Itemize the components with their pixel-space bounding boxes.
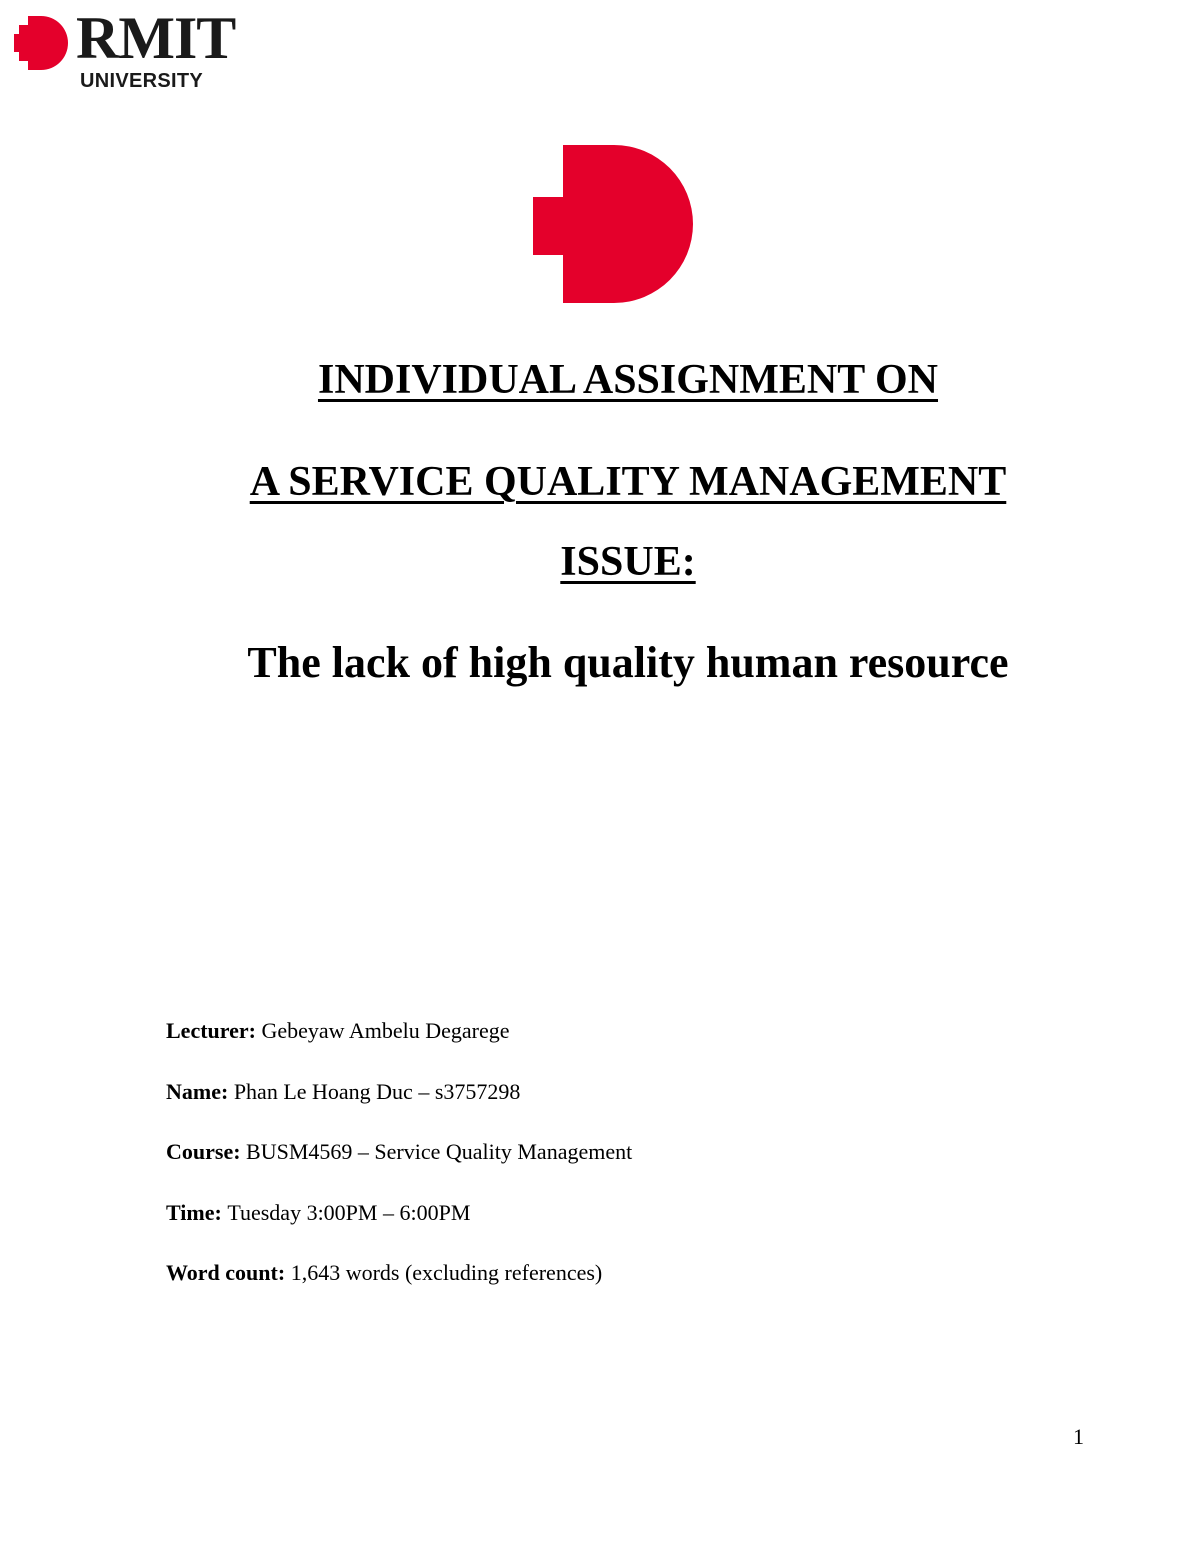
detail-label: Lecturer: [166, 1018, 262, 1043]
detail-row-name [166, 1077, 632, 1138]
detail-value: Gebeyaw Ambelu Degarege [261, 1018, 510, 1043]
page-number: 1 [1073, 1424, 1084, 1449]
logo-subtext: UNIVERSITY [80, 70, 204, 92]
detail-row-course [166, 1137, 632, 1198]
detail-label: Word count: [166, 1260, 291, 1285]
detail-label: Name: [166, 1078, 234, 1104]
detail-label: Time: [166, 1199, 228, 1225]
detail-value: 1,643 words (excluding references) [290, 1260, 603, 1285]
title-line-3: ISSUE: [560, 539, 696, 585]
rmit-large-pixel-mark-icon [533, 145, 695, 303]
detail-label: Course: [166, 1139, 247, 1164]
detail-row-word-count [166, 1258, 632, 1319]
assignment-details [166, 1016, 632, 1319]
logo-wordmark: RMIT [76, 5, 236, 71]
detail-value: BUSM4569 – Service Quality Management [246, 1139, 633, 1164]
detail-value: Phan Le Hoang Duc – s3757298 [233, 1078, 521, 1104]
rmit-pixel-mark-icon [14, 16, 68, 70]
detail-row-time [166, 1198, 632, 1259]
rmit-logo [14, 5, 236, 96]
title-line-2: A SERVICE QUALITY MANAGEMENT [249, 459, 1007, 505]
detail-row-lecturer [166, 1016, 632, 1077]
detail-value: Tuesday 3:00PM – 6:00PM [227, 1199, 471, 1225]
title-line-1: INDIVIDUAL ASSIGNMENT ON [317, 357, 939, 403]
subtitle: The lack of high quality human resource [247, 638, 1009, 687]
